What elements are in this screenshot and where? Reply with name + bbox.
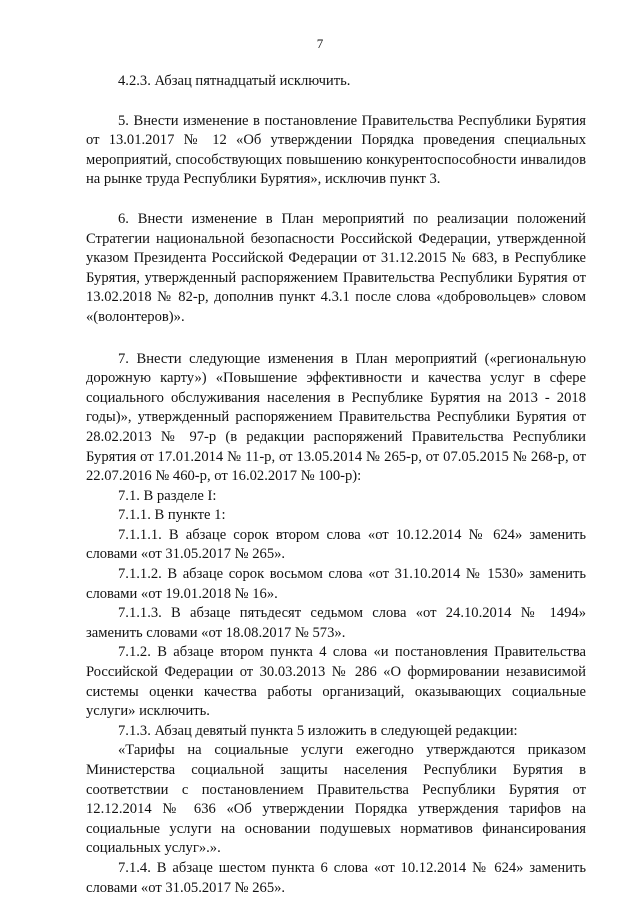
paragraph-7-1-2: 7.1.2. В абзаце втором пункта 4 слова «и постановления Правительства Российской Федерации от 30.03.2013 № 286 «О формировании независимой системы оценки качества работы организаций, оказывающих социальные услуги» исключить. — [86, 644, 586, 720]
paragraph-4-2-3: 4.2.3. Абзац пятнадцатый исключить. — [118, 73, 351, 89]
paragraph-7: 7. Внести следующие изменения в План мероприятий («региональную дорожную карту») «Повышение эффективности и качества услуг в сфере социального обслуживания населения в Республике Бурятия на 2013 - 2018 годы)», утвержденный распоряжением Правительства Республики Бурятия от 28.02.2013 № 97-р (в редакции распоряжений Правительства Республики Бурятия от 17.01.2014 № 11-р, от 13.05.2014 № 265-р, от 07.05.2015 № 268-р, от 22.07.2016 № 460-р, от 16.02.2017 № 100-р): — [86, 350, 586, 485]
document-body — [86, 72, 586, 898]
paragraph-7-1: 7.1. В разделе I: — [118, 487, 217, 504]
page-number: 7 — [316, 36, 324, 51]
paragraph-7-1-1-2: 7.1.1.2. В абзаце сорок восьмом слова «от 31.10.2014 № 1530» заменить словами «от 19.01.2018 № 16». — [86, 566, 586, 602]
paragraph-7-1-1: 7.1.1. В пункте 1: — [118, 507, 226, 524]
paragraph-7-1-1-1: 7.1.1.1. В абзаце сорок втором слова «от 10.12.2014 № 624» заменить словами «от 31.05.2017 № 265». — [86, 526, 586, 563]
paragraph-5: 5. Внести изменение в постановление Правительства Республики Бурятия от 13.01.2017 № 12 «Об утверждении Порядка проведения специальных мероприятий, способствующих повышению конкурентоспособности инвалидов на рынке труда Республики Бурятия», исключив пункт 3. — [86, 112, 586, 188]
paragraph-6: 6. Внести изменение в План мероприятий по реализации положений Стратегии национальной безопасности Российской Федерации, утвержденной указом Президента Российской Федерации от 31.12.2015 № 683, в Республике Бурятия, утвержденный распоряжением Правительства Республики Бурятия от 13.02.2018 № 82-р, дополнив пункт 4.3.1 после слова «добровольцев» словом «(волонтеров)». — [86, 210, 586, 325]
paragraph-quote: «Тарифы на социальные услуги ежегодно утверждаются приказом Министерства социальной защиты населения Республики Бурятия в соответствии с постановлением Правительства Республики Бурятия от 12.12.2014 № 636 «Об утверждении Порядка утверждения тарифов на социальные услуги на основании подушевых нормативов финансирования социальных услуг».». — [86, 742, 586, 857]
paragraph-7-1-3: 7.1.3. Абзац девятый пункта 5 изложить в следующей редакции: — [118, 722, 518, 739]
paragraph-7-1-1-3: 7.1.1.3. В абзаце пятьдесят седьмом слова «от 24.10.2014 № 1494» заменить словами «от 18.08.2017 № 573». — [86, 605, 586, 641]
paragraph-7-1-4: 7.1.4. В абзаце шестом пункта 6 слова «от 10.12.2014 № 624» заменить словами «от 31.05.2017 № 265». — [86, 859, 586, 896]
